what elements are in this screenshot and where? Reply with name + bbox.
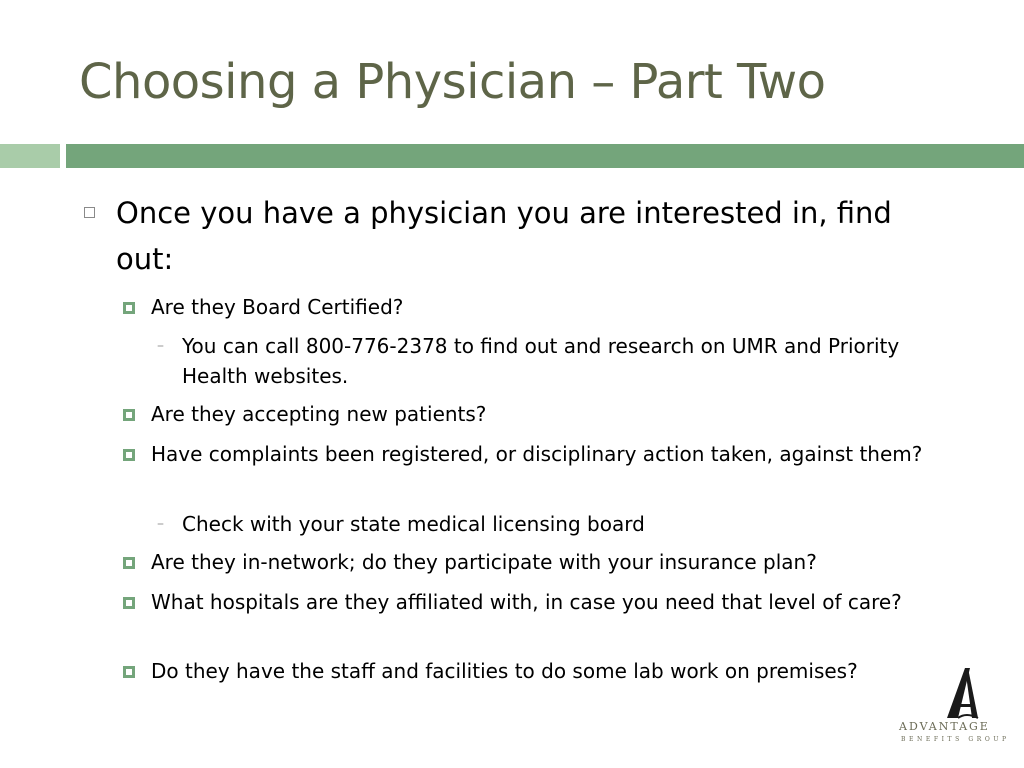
- logo-name: ADVANTAGE: [899, 720, 990, 733]
- intro-text: Once you have a physician you are interested in, find out:: [116, 196, 892, 276]
- list-item: Have complaints been registered, or disciplinary action taken, against them?: [151, 442, 923, 466]
- square-bullet-icon: [123, 597, 135, 609]
- dash-bullet-icon: –: [157, 516, 164, 532]
- advantage-logo-icon: [892, 660, 1022, 760]
- list-item: Are they in-network; do they participate with your insurance plan?: [151, 550, 817, 574]
- slide-title: Choosing a Physician – Part Two: [79, 54, 826, 110]
- square-bullet-icon: [123, 409, 135, 421]
- dash-bullet-icon: –: [157, 338, 164, 354]
- square-bullet-icon: [123, 666, 135, 678]
- list-item: Are they Board Certified?: [151, 295, 404, 319]
- logo-tagline: BENEFITS GROUP: [901, 736, 1010, 743]
- square-bullet-icon: [123, 302, 135, 314]
- list-item: What hospitals are they affiliated with, in case you need that level of care?: [151, 590, 902, 614]
- square-bullet-icon: [123, 557, 135, 569]
- list-item: Do they have the staff and facilities to do some lab work on premises?: [151, 659, 858, 683]
- sub-list-item: Check with your state medical licensing board: [182, 512, 645, 536]
- list-item: Are they accepting new patients?: [151, 402, 487, 426]
- sub-list-item: You can call 800-776-2378 to find out and research on UMR and Priority Health websites.: [182, 334, 900, 388]
- square-bullet-icon: [123, 449, 135, 461]
- box-bullet-icon: [84, 207, 95, 218]
